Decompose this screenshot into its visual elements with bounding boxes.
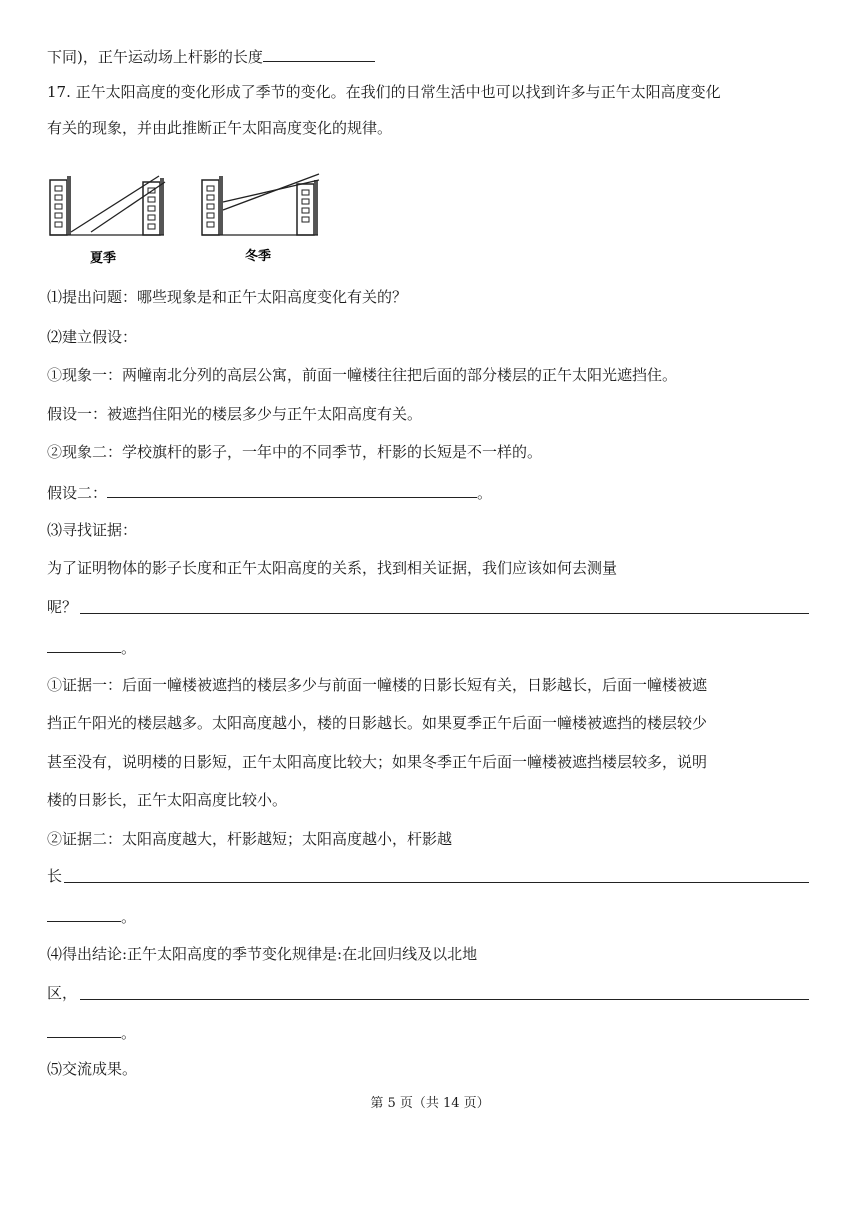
evidence-1-line-4: 楼的日影长，正午太阳高度比较小。	[47, 791, 288, 809]
sun-angle-diagram	[47, 172, 337, 268]
step-4-conclusion-line-1: ⑷得出结论:正午太阳高度的季节变化规律是:在北回归线及以北地	[47, 945, 478, 963]
answer-blank-evidence-2-2[interactable]	[47, 905, 121, 922]
answer-blank-measure-2[interactable]	[47, 636, 121, 653]
summer-caption: 夏季	[90, 251, 117, 266]
period-mark: 。	[477, 484, 493, 502]
answer-blank-hypothesis-2[interactable]	[107, 481, 477, 498]
evidence-2-line-2: 长	[47, 867, 63, 885]
winter-caption: 冬季	[245, 249, 272, 264]
summer-front-building	[50, 176, 71, 235]
evidence-1-line-3: 甚至没有，说明楼的日影短，正午太阳高度比较大；如果冬季正午后面一幢楼被遮挡楼层较多，说明	[47, 753, 708, 771]
phenomenon-1: ①现象一：两幢南北分列的高层公寓，前面一幢楼往往把后面的部分楼层的正午太阳光遮挡住。	[47, 366, 678, 384]
step-2-hypothesis: ⑵建立假设：	[47, 328, 138, 346]
step-1-question: ⑴提出问题：哪些现象是和正午太阳高度变化有关的？	[47, 288, 408, 306]
answer-blank-measure-1[interactable]	[80, 613, 809, 614]
winter-back-building	[297, 180, 318, 235]
answer-blank-rod-shadow[interactable]	[263, 45, 375, 62]
evidence-1-line-1: ①证据一：后面一幢楼被遮挡的楼层多少与前面一幢楼的日影长短有关，日影越长，后面一幢楼被遮	[47, 676, 708, 694]
answer-blank-conclusion-1[interactable]	[80, 999, 809, 1000]
text-rod-shadow: 下同)，正午运动场上杆影的长度	[47, 48, 263, 66]
evidence-2-answer-end	[47, 905, 136, 927]
hypothesis-1: 假设一：被遮挡住阳光的楼层多少与正午太阳高度有关。	[47, 405, 423, 423]
question-17-line-2: 有关的现象，并由此推断正午太阳高度变化的规律。	[47, 119, 393, 137]
line-rod-shadow	[47, 45, 375, 67]
step-3-evidence: ⑶寻找证据：	[47, 521, 138, 539]
period-mark: 。	[121, 639, 137, 657]
sun-angle-figure	[47, 172, 337, 268]
hypothesis-2-label: 假设二：	[47, 484, 108, 502]
period-mark: 。	[121, 1024, 137, 1042]
hypothesis-2-line	[47, 481, 492, 503]
conclusion-answer-end	[47, 1021, 136, 1043]
step-5-share: ⑸交流成果。	[47, 1060, 138, 1078]
answer-blank-conclusion-2[interactable]	[47, 1021, 121, 1038]
period-mark: 。	[121, 908, 137, 926]
page-footer: 第 5 页（共 14 页）	[370, 1096, 490, 1111]
winter-front-building	[202, 176, 223, 235]
question-17-line-1: 17. 正午太阳高度的变化形成了季节的变化。在我们的日常生活中也可以找到许多与正午太阳高度变化	[47, 83, 721, 101]
measure-answer-end	[47, 636, 136, 658]
phenomenon-2: ②现象二：学校旗杆的影子，一年中的不同季节，杆影的长短是不一样的。	[47, 443, 543, 461]
evidence-1-line-2: 挡正午阳光的楼层越多。太阳高度越小，楼的日影越长。如果夏季正午后面一幢楼被遮挡的楼层较少	[47, 714, 708, 732]
summer-back-building	[143, 178, 164, 235]
answer-blank-evidence-2-1[interactable]	[64, 882, 809, 883]
evidence-2-line-1: ②证据二：太阳高度越大，杆影越短；太阳高度越小，杆影越	[47, 830, 453, 848]
measure-question-line-1: 为了证明物体的影子长度和正午太阳高度的关系，找到相关证据，我们应该如何去测量	[47, 559, 618, 577]
measure-question-line-2: 呢？	[47, 598, 78, 616]
step-4-conclusion-line-2: 区，	[47, 984, 78, 1002]
